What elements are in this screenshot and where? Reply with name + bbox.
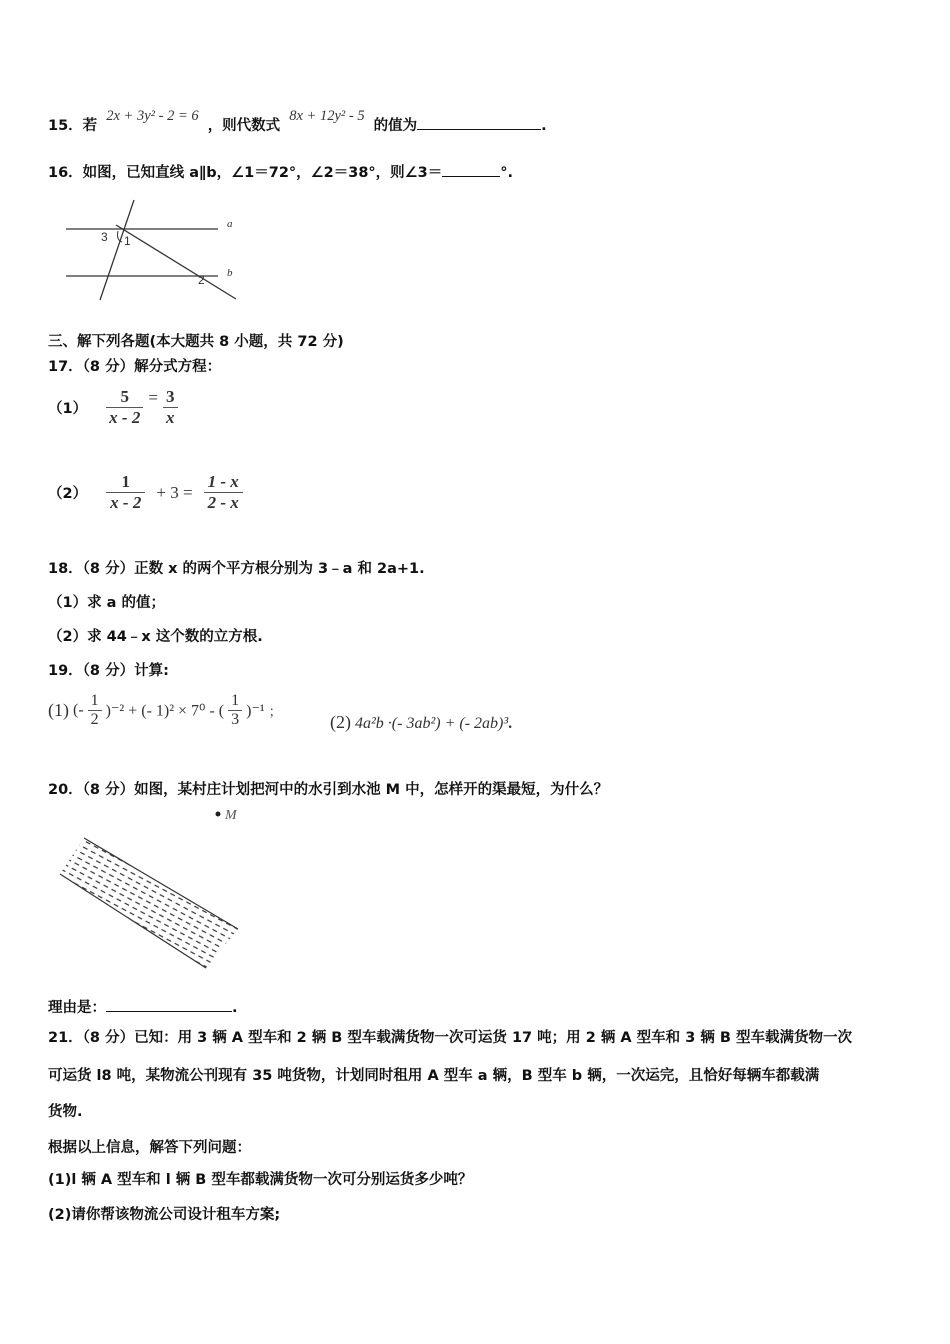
q17-title: 17．（8 分）解分式方程： <box>48 359 222 375</box>
q16-text: 16．如图，已知直线 a∥b，∠1＝72°，∠2＝38°，则∠3＝ <box>48 165 443 181</box>
q17-p1-left-den: x - 2 <box>106 407 143 428</box>
q17-p1-equals: = <box>148 387 158 407</box>
q20-title: 20．（8 分）如图，某村庄计划把河中的水引到水池 M 中，怎样开的渠最短，为什么？ <box>48 782 609 798</box>
fig-label-3: 3 <box>101 230 108 244</box>
q21-line-4: 根据以上信息，解答下列问题： <box>48 1140 251 1156</box>
q17-p2-left-den: x - 2 <box>106 492 145 513</box>
q19-part-2 <box>330 712 512 733</box>
pool-m-label: M <box>225 808 237 823</box>
q19-p2-end: . <box>508 715 513 732</box>
q17-part-1 <box>48 387 178 428</box>
q19-part-1 <box>48 692 282 729</box>
q17-p1-label: （1） <box>48 401 88 417</box>
q20-reason-label: 理由是： <box>48 1000 106 1016</box>
q16-end: °. <box>500 165 514 181</box>
question-15 <box>48 108 547 135</box>
q15-end: . <box>541 118 547 134</box>
q19-p1-middle: )⁻² + (- 1)² × 7⁰ - ( <box>105 702 225 720</box>
q17-p2-right-fraction <box>204 472 243 513</box>
q19-p1-end: ； <box>268 704 282 719</box>
q15-tail-text: 的值为 <box>373 118 418 134</box>
q17-p2-label: （2） <box>48 486 88 502</box>
q20-reason <box>48 996 238 1017</box>
q16-answer-blank[interactable] <box>442 164 500 177</box>
section-3-heading: 三、解下列各题(本大题共 8 小题，共 72 分) <box>48 334 344 350</box>
fig-label-a: a <box>227 218 233 230</box>
q17-part-2 <box>48 472 243 513</box>
q20-reason-end: . <box>232 1000 238 1016</box>
q17-p1-left-fraction <box>106 387 143 428</box>
q18-part-2: （2）求 44﹣x 这个数的立方根. <box>48 629 263 645</box>
q17-p1-right-den: x <box>163 407 178 428</box>
q15-middle-text: ，则代数式 <box>207 118 281 134</box>
q18-title: 18．（8 分）正数 x 的两个平方根分别为 3﹣a 和 2a+1. <box>48 561 425 577</box>
q19-p1-third-num: 1 <box>231 692 240 709</box>
q19-title: 19．（8 分）计算: <box>48 663 169 679</box>
q21-line-3: 货物. <box>48 1104 83 1120</box>
q17-p2-right-den: 2 - x <box>204 492 243 513</box>
q20-reason-blank[interactable] <box>106 999 232 1012</box>
q19-p1-half-den: 2 <box>88 710 102 729</box>
q19-p1-open: (- <box>73 701 84 719</box>
q19-p1-close: )⁻¹ <box>246 702 265 720</box>
river-water <box>60 838 238 968</box>
q17-p1-right-num: 3 <box>166 387 175 406</box>
q19-p1-label: (1) <box>48 700 69 720</box>
q21-line-6: (2)请你帮该物流公司设计租车方案; <box>48 1207 281 1223</box>
q15-number: 15．若 <box>48 118 98 134</box>
question-16 <box>48 161 513 182</box>
q19-p2-label: (2) <box>330 712 351 732</box>
fig-label-2: 2 <box>198 273 205 287</box>
q19-p1-half-num: 1 <box>90 692 99 709</box>
transversal-right <box>116 225 236 299</box>
q15-expression: 8x + 12y² - 5 <box>289 108 365 124</box>
q21-line-2: 可运货 l8 吨，某物流公刊现有 35 吨货物，计划同时租用 A 型车 a 辆，B 型车 b 辆，一次运完，且恰好每辆车都载满 <box>48 1068 820 1084</box>
q19-p1-third-den: 3 <box>228 710 242 729</box>
q17-p2-left-fraction <box>106 472 145 513</box>
q20-river-figure <box>56 802 256 972</box>
q17-p2-right-num: 1 - x <box>207 472 239 491</box>
q16-parallel-lines-figure <box>60 198 250 306</box>
q19-p1-fraction-third <box>228 692 242 729</box>
fig-label-b: b <box>227 267 233 279</box>
q21-line-1: 21．（8 分）已知：用 3 辆 A 型车和 2 辆 B 型车载满货物一次可运货 17 吨；用 2 辆 A 型车和 3 辆 B 型车载满货物一次 <box>48 1030 853 1046</box>
q17-p2-left-num: 1 <box>121 472 130 491</box>
q15-equation: 2x + 3y² - 2 = 6 <box>106 108 199 124</box>
q19-p1-fraction-half <box>88 692 102 729</box>
q19-p2-expression: 4a²b ·(- 3ab²) + (- 2ab)³ <box>355 715 509 732</box>
q21-line-5: (1)l 辆 A 型车和 l 辆 B 型车都载满货物一次可分别运货多少吨？ <box>48 1172 473 1188</box>
transversal-left <box>100 200 134 300</box>
q15-answer-blank[interactable] <box>417 117 541 130</box>
pool-m-point <box>216 812 221 817</box>
q17-p1-right-fraction <box>163 387 178 428</box>
q18-part-1: （1）求 a 的值； <box>48 595 165 611</box>
q17-p1-left-num: 5 <box>120 387 129 406</box>
q17-p2-plus-three: + 3 = <box>156 482 193 502</box>
fig-label-1: 1 <box>124 234 131 248</box>
